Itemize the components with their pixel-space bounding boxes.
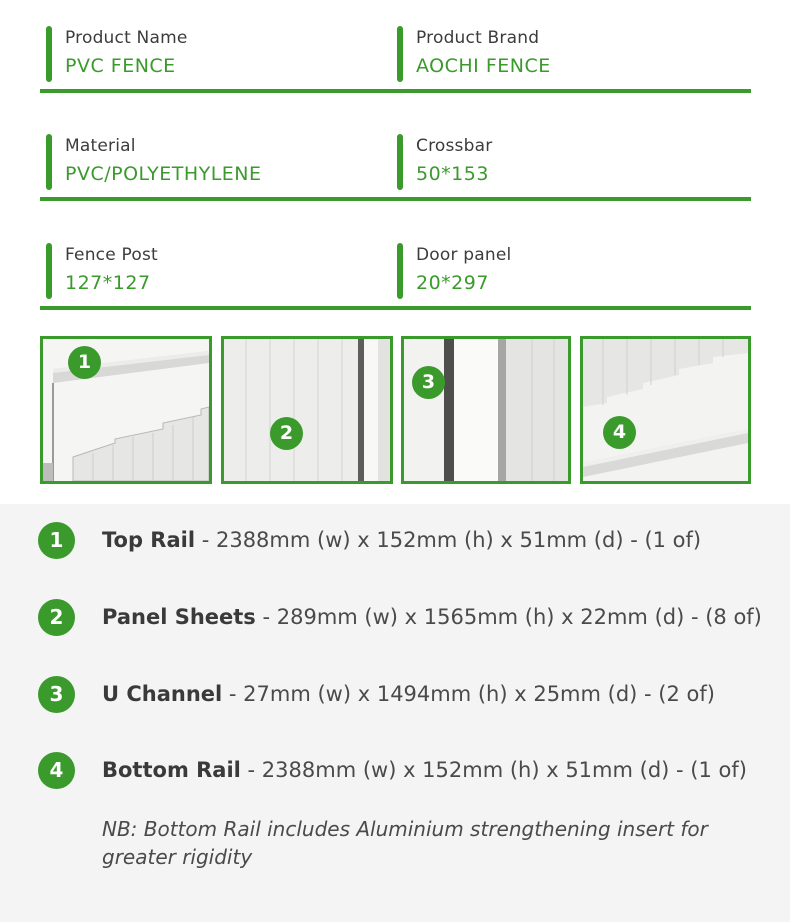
divider xyxy=(40,306,751,310)
spec-value: PVC/POLYETHYLENE xyxy=(65,163,262,185)
component-name: Bottom Rail xyxy=(102,758,241,782)
component-dimensions: - 2388mm (w) x 152mm (h) x 51mm (d) - (1 of) xyxy=(240,758,747,782)
spec-value: 20*297 xyxy=(416,272,489,294)
component-description xyxy=(102,528,701,552)
component-description xyxy=(102,605,762,629)
number-badge: 2 xyxy=(38,599,75,636)
spec-label: Product Name xyxy=(65,28,188,48)
component-dimensions: - 27mm (w) x 1494mm (h) x 25mm (d) - (2 of) xyxy=(222,682,715,706)
u-channel-illustration xyxy=(404,339,568,481)
spec-value: PVC FENCE xyxy=(65,55,176,77)
spec-value: 127*127 xyxy=(65,272,151,294)
spec-accent-bar xyxy=(397,134,403,190)
divider xyxy=(40,197,751,201)
component-name: Panel Sheets xyxy=(102,605,256,629)
component-dimensions: - 2388mm (w) x 152mm (h) x 51mm (d) - (1 of) xyxy=(195,528,702,552)
spec-label: Product Brand xyxy=(416,28,540,48)
spec-label: Crossbar xyxy=(416,136,493,156)
spec-accent-bar xyxy=(397,26,403,82)
number-badge: 3 xyxy=(38,676,75,713)
component-name: U Channel xyxy=(102,682,223,706)
spec-label: Door panel xyxy=(416,245,512,265)
bottom-rail-illustration xyxy=(583,339,748,481)
number-badge: 1 xyxy=(68,346,101,379)
spec-value: 50*153 xyxy=(416,163,489,185)
spec-label: Fence Post xyxy=(65,245,158,265)
bottom-rail-note: NB: Bottom Rail includes Aluminium strengthening insert for greater rigidity xyxy=(102,817,708,869)
number-badge: 2 xyxy=(270,417,303,450)
number-badge: 4 xyxy=(603,416,636,449)
spec-accent-bar xyxy=(46,26,52,82)
component-name: Top Rail xyxy=(102,528,196,552)
component-description xyxy=(102,758,747,782)
number-badge: 1 xyxy=(38,522,75,559)
spec-label: Material xyxy=(65,136,136,156)
component-dimensions: - 289mm (w) x 1565mm (h) x 22mm (d) - (8 of) xyxy=(255,605,762,629)
divider xyxy=(40,89,751,93)
component-description xyxy=(102,682,715,706)
number-badge: 4 xyxy=(38,752,75,789)
number-badge: 3 xyxy=(412,366,445,399)
photo-bottom-rail xyxy=(580,336,751,484)
spec-row-2 xyxy=(40,137,751,201)
spec-row-1 xyxy=(40,29,751,93)
spec-accent-bar xyxy=(397,243,403,299)
photo-panel-sheets xyxy=(221,336,393,484)
photo-top-rail xyxy=(40,336,212,484)
panel-sheets-illustration xyxy=(224,339,390,481)
spec-row-3 xyxy=(40,246,751,310)
photo-u-channel xyxy=(401,336,571,484)
spec-accent-bar xyxy=(46,243,52,299)
spec-value: AOCHI FENCE xyxy=(416,55,551,77)
spec-accent-bar xyxy=(46,134,52,190)
